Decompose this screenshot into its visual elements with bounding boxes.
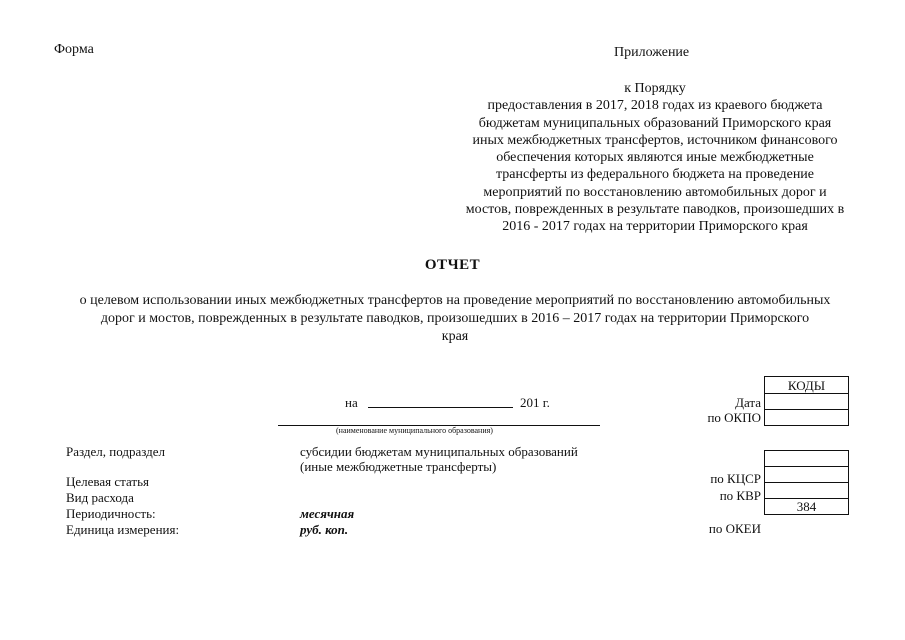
subtitle-line: дорог и мостов, поврежденных в результате паводков, произошедших в 2016 – 2017 годах на территории Приморского [100, 311, 810, 326]
date-input-line[interactable] [368, 406, 513, 408]
periodicity-label: Периодичность: [66, 506, 156, 521]
codes-table [764, 376, 849, 515]
annex-line: обеспечения которых являются иные межбюджетные [496, 150, 814, 166]
periodicity-code-cell[interactable] [765, 483, 849, 499]
section-value-line: (иные межбюджетные трансферты) [300, 459, 497, 474]
codes-gap [765, 426, 849, 451]
expense-label: Вид расхода [66, 490, 134, 505]
kcsr-code-label: по КЦСР [710, 471, 761, 486]
unit-label: Единица измерения: [66, 522, 180, 537]
okpo-code-cell[interactable] [765, 410, 849, 426]
org-name-caption: (наименование муниципального образования) [336, 426, 493, 435]
annex-line: иных межбюджетных трансфертов, источником финансового [472, 132, 838, 148]
report-title: ОТЧЕТ [424, 257, 481, 273]
periodicity-value: месячная [300, 506, 355, 521]
annex-line: к Порядку [624, 81, 686, 96]
target-label: Целевая статья [66, 474, 150, 489]
unit-value: руб. коп. [300, 522, 349, 537]
section-value-line: субсидии бюджетам муниципальных образований [300, 444, 578, 459]
okei-code-cell[interactable]: 384 [765, 499, 849, 515]
subtitle-line: о целевом использовании иных межбюджетных трансфертов на проведение мероприятий по восстановлению автомобильных [79, 293, 831, 308]
annex-line: 2016 - 2017 годах на территории Приморского края [502, 219, 808, 235]
subtitle-line: края [441, 329, 469, 344]
okei-code-label: по ОКЕИ [708, 521, 761, 536]
report-subtitle [60, 292, 850, 346]
form-label: Форма [54, 42, 94, 57]
annex-line: мостов, поврежденных в результате паводков, произошедших в [465, 202, 845, 218]
kvr-code-label: по КВР [719, 488, 761, 503]
codes-header: КОДЫ [765, 377, 849, 394]
kcsr-code-cell[interactable] [765, 451, 849, 467]
date-prefix-label: на [345, 395, 358, 410]
annex-text [432, 80, 878, 236]
date-code-label: Дата [735, 395, 761, 410]
annex-line: мероприятий по восстановлению автомобильных дорог и [483, 184, 827, 200]
section-label: Раздел, подраздел [66, 444, 166, 459]
annex-line: предоставления в 2017, 2018 годах из краевого бюджета [487, 98, 823, 114]
annex-line: трансферты из федерального бюджета на проведение [495, 167, 815, 183]
kvr-code-cell[interactable] [765, 467, 849, 483]
date-code-cell[interactable] [765, 394, 849, 410]
date-year-label: 201 г. [520, 395, 550, 410]
okpo-code-label: по ОКПО [707, 410, 761, 425]
annex-title: Приложение [614, 45, 690, 60]
annex-line: бюджетам муниципальных образований Приморского края [478, 115, 832, 131]
